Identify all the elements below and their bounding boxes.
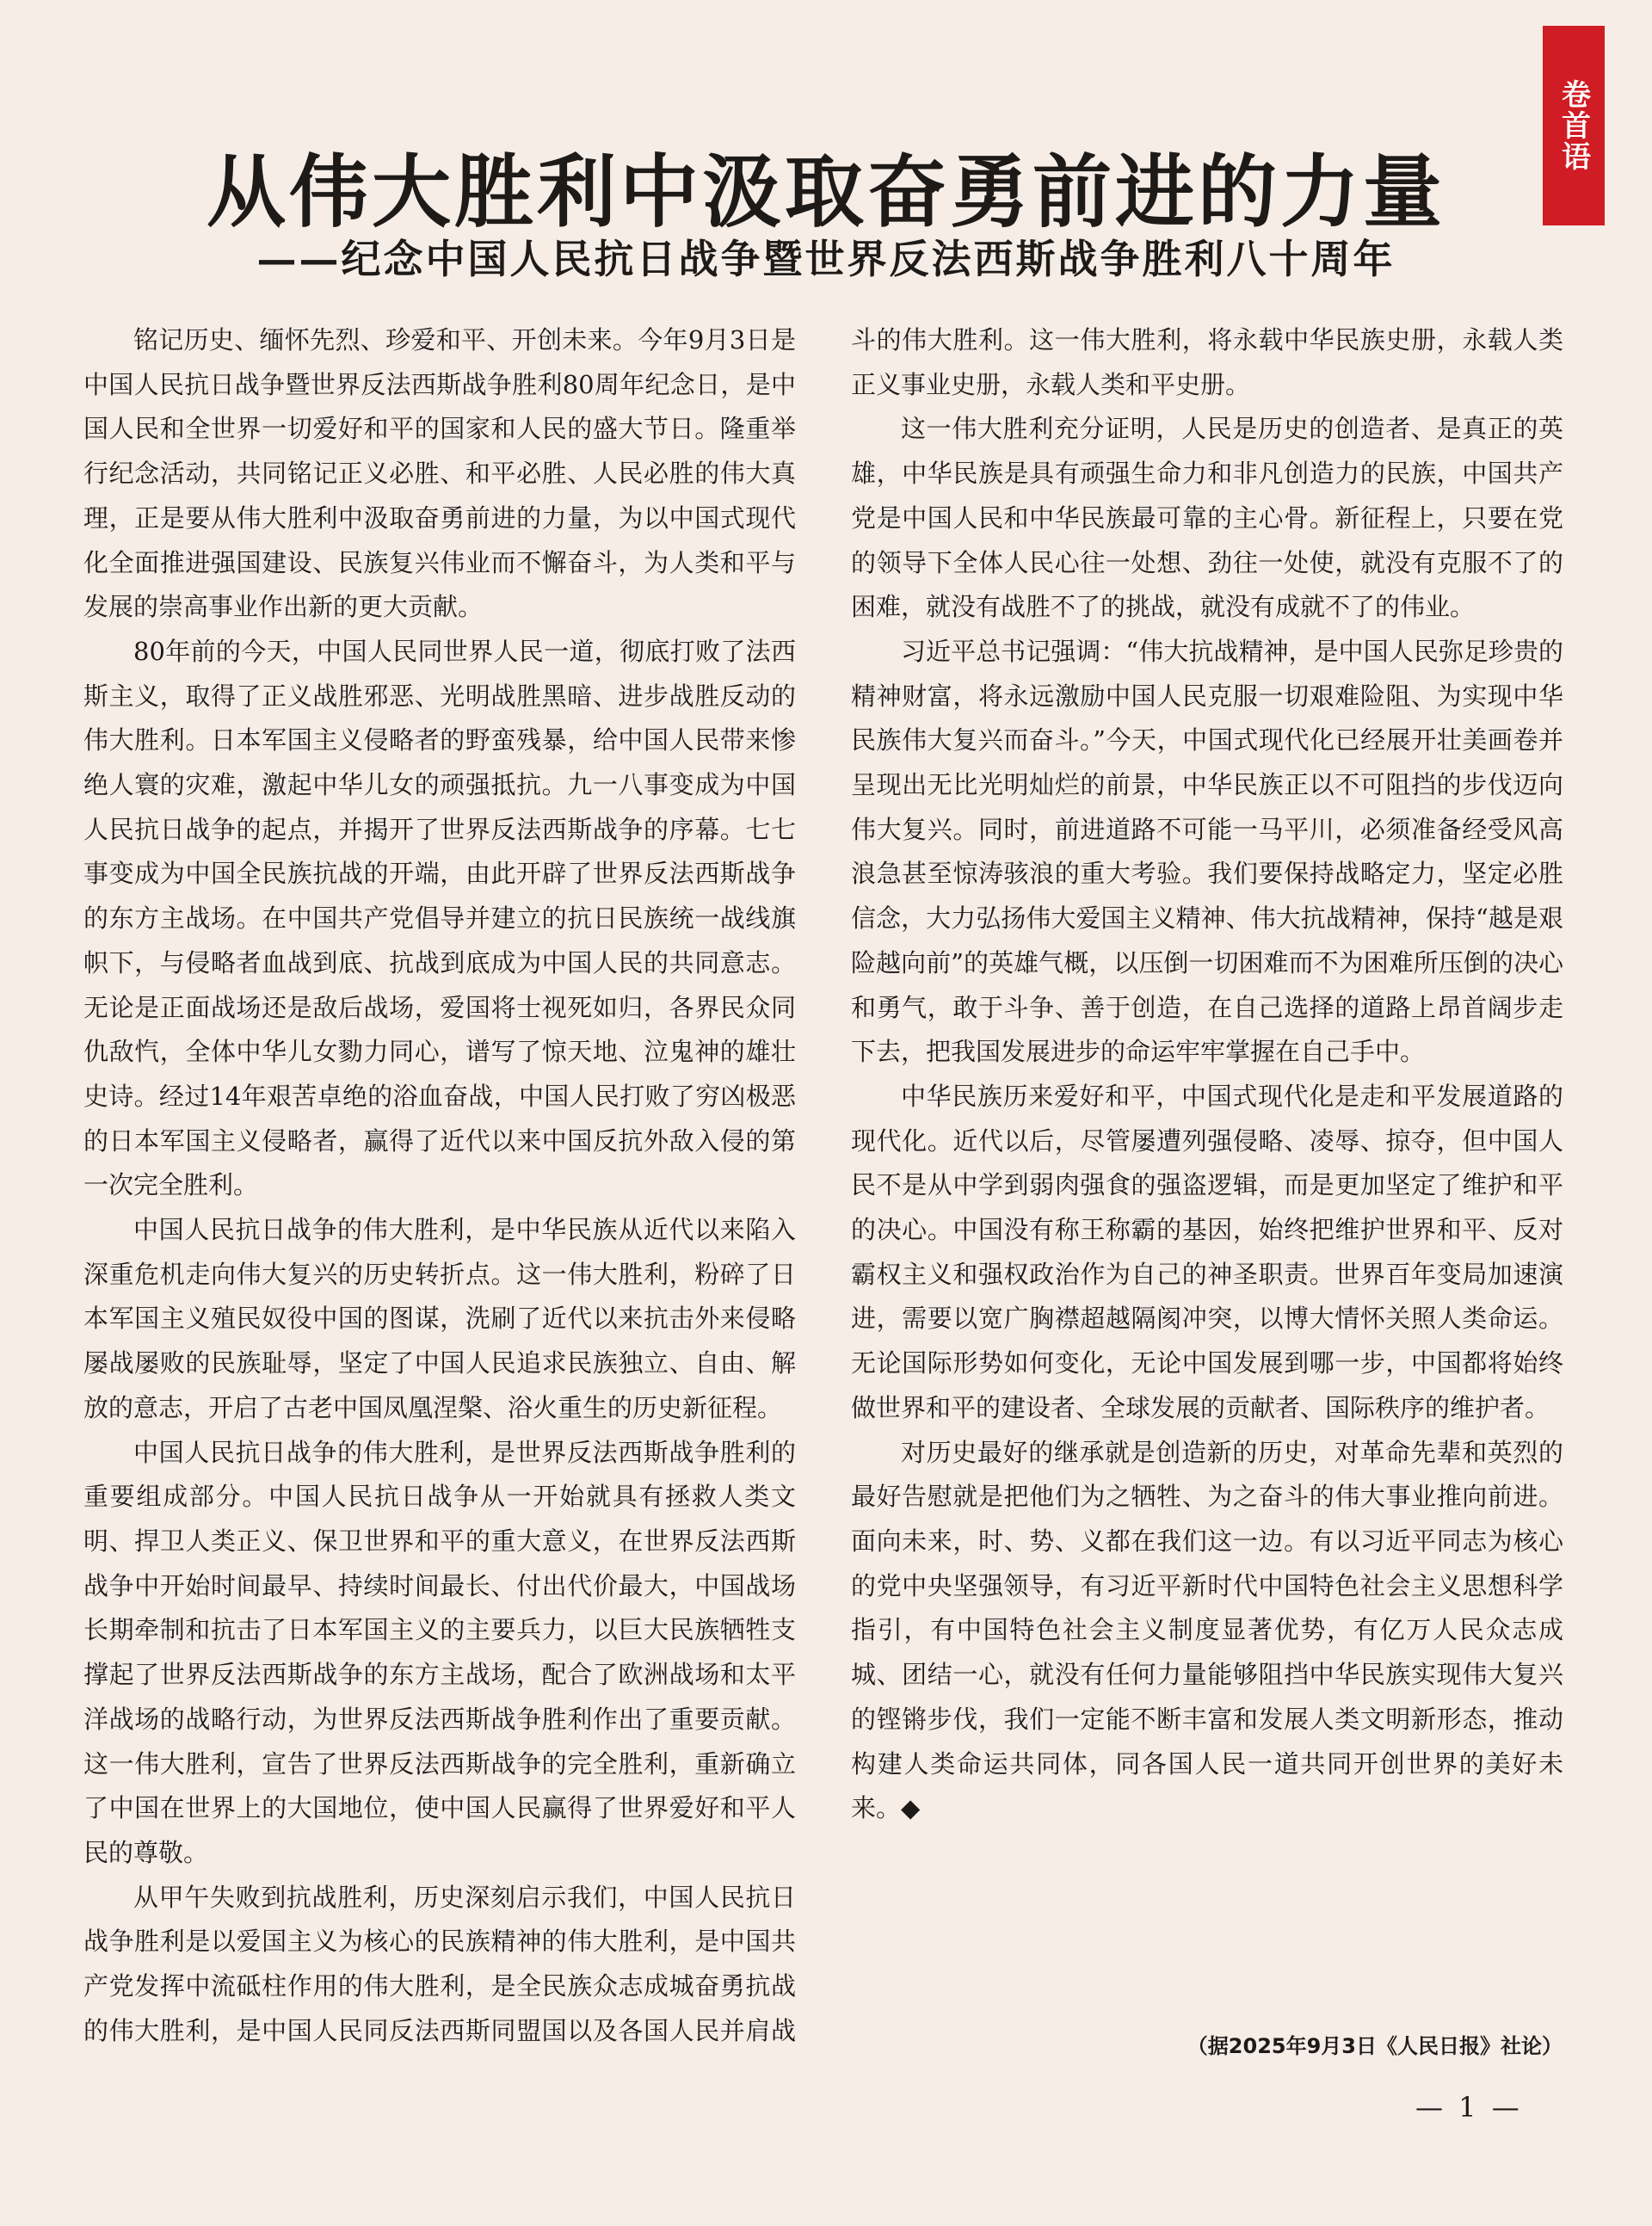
paragraph: 习近平总书记强调：“伟大抗战精神，是中国人民弥足珍贵的精神财富，将永远激励中国人民克服一切艰难险阻、为实现中华民族伟大复兴而奋斗。”今天，中国式现代化已经展开壮美画卷并呈现出无比光明灿烂的前景，中华民族正以不可阻挡的步伐迈向伟大复兴。同时，前进道路不可能一马平川，必须准备经受风高浪急甚至惊涛骇浪的重大考验。我们要保持战略定力，坚定必胜信念，大力弘扬伟大爱国主义精神、伟大抗战精神，保持“越是艰险越向前”的英雄气概，以压倒一切困难而不为困难所压倒的决心和勇气，敢于斗争、善于创造，在自己选择的道路上昂首阔步走下去，把我国发展进步的命运牢牢掌握在自己手中。 bbox=[851, 636, 1563, 1067]
source-note: （据2025年9月3日《人民日报》社论） bbox=[1187, 2034, 1563, 2058]
column-tab-label: 卷首语 bbox=[1556, 79, 1591, 172]
paragraph: 这一伟大胜利充分证明，人民是历史的创造者、是真正的英雄，中华民族是具有顽强生命力和非凡创造力的民族，中国共产党是中国人民和中华民族最可靠的主心骨。新征程上，只要在党的领导下全体人民心往一处想、劲往一处使，就没有克服不了的困难，就没有战胜不了的挑战，就没有成就不了的伟业。 bbox=[851, 414, 1563, 622]
paragraph: 中华民族历来爱好和平，中国式现代化是走和平发展道路的现代化。近代以后，尽管屡遭列强侵略、凌辱、掠夺，但中国人民不是从中学到弱肉强食的强盗逻辑，而是更加坚定了维护和平的决心。中国没有称王称霸的基因，始终把维护世界和平、反对霸权主义和强权政治作为自己的神圣职责。世界百年变局加速演进，需要以宽广胸襟超越隔阂冲突，以博大情怀关照人类命运。无论国际形势如何变化，无论中国发展到哪一步，中国都将始终做世界和平的建设者、全球发展的贡献者、国际秩序的维护者。 bbox=[851, 1081, 1563, 1422]
article-title: 从伟大胜利中汲取奋勇前进的力量 bbox=[206, 146, 1446, 238]
paragraph: 从甲午失败到抗战胜利，历史深刻启示我们，中国人民抗日战争胜利是以爱国主义为核心的民族精神的伟大胜利，是中国共产党发挥中流砥柱作用的伟大胜利，是全民族众志成城奋勇抗战的伟大胜利，是中国人民同反法西斯同盟国以及各国人民并肩战斗的伟大胜利。这一伟大胜利，将永载中华民族史册，永载人类正义事业史册，永载人类和平史册。 bbox=[83, 325, 1563, 2045]
paragraph: 对历史最好的继承就是创造新的历史，对革命先辈和英烈的最好告慰就是把他们为之牺牲、为之奋斗的伟大事业推向前进。面向未来，时、势、义都在我们这一边。有以习近平同志为核心的党中央坚强领导，有习近平新时代中国特色社会主义思想科学指引，有中国特色社会主义制度显著优势，有亿万人民众志成城、团结一心，就没有任何力量能够阻挡中华民族实现伟大复兴的铿锵步伐，我们一定能不断丰富和发展人类文明新形态，推动构建人类命运共同体，同各国人民一道共同开创世界的美好未来。◆ bbox=[851, 1437, 1563, 1823]
paragraph: 中国人民抗日战争的伟大胜利，是世界反法西斯战争胜利的重要组成部分。中国人民抗日战争从一开始就具有拯救人类文明、捍卫人类正义、保卫世界和平的重大意义，在世界反法西斯战争中开始时间最早、持续时间最长、付出代价最大，中国战场长期牵制和抗击了日本军国主义的主要兵力，以巨大民族牺牲支撑起了世界反法西斯战争的东方主战场，配合了欧洲战场和太平洋战场的战略行动，为世界反法西斯战争胜利作出了重要贡献。这一伟大胜利，宣告了世界反法西斯战争的完全胜利，重新确立了中国在世界上的大国地位，使中国人民赢得了世界爱好和平人民的尊敬。 bbox=[83, 1437, 796, 1867]
paragraph: 中国人民抗日战争的伟大胜利，是中华民族从近代以来陷入深重危机走向伟大复兴的历史转折点。这一伟大胜利，粉碎了日本军国主义殖民奴役中国的图谋，洗刷了近代以来抗击外来侵略屡战屡败的民族耻辱，坚定了中国人民追求民族独立、自由、解放的意志，开启了古老中国凤凰涅槃、浴火重生的历史新征程。 bbox=[83, 1215, 796, 1422]
page-number: — 1 — bbox=[1415, 2091, 1523, 2124]
article-subtitle: ——纪念中国人民抗日战争暨世界反法西斯战争胜利八十周年 bbox=[256, 236, 1396, 282]
article-body bbox=[83, 318, 1563, 2065]
paragraph: 80年前的今天，中国人民同世界人民一道，彻底打败了法西斯主义，取得了正义战胜邪恶、光明战胜黑暗、进步战胜反动的伟大胜利。日本军国主义侵略者的野蛮残暴，给中国人民带来惨绝人寰的灾难，激起中华儿女的顽强抵抗。九一八事变成为中国人民抗日战争的起点，并揭开了世界反法西斯战争的序幕。七七事变成为中国全民族抗战的开端，由此开辟了世界反法西斯战争的东方主战场。在中国共产党倡导并建立的抗日民族统一战线旗帜下，与侵略者血战到底、抗战到底成为中国人民的共同意志。无论是正面战场还是敌后战场，爱国将士视死如归，各界民众同仇敌忾，全体中华儿女勠力同心，谱写了惊天地、泣鬼神的雄壮史诗。经过14年艰苦卓绝的浴血奋战，中国人民打败了穷凶极恶的日本军国主义侵略者，赢得了近代以来中国反抗外敌入侵的第一次完全胜利。 bbox=[83, 636, 796, 1200]
paragraph: 铭记历史、缅怀先烈、珍爱和平、开创未来。今年9月3日是中国人民抗日战争暨世界反法西斯战争胜利80周年纪念日，是中国人民和全世界一切爱好和平的国家和人民的盛大节日。隆重举行纪念活动，共同铭记正义必胜、和平必胜、人民必胜的伟大真理，正是要从伟大胜利中汲取奋勇前进的力量，为以中国式现代化全面推进强国建设、民族复兴伟业而不懈奋斗，为人类和平与发展的崇高事业作出新的更大贡献。 bbox=[83, 325, 796, 622]
